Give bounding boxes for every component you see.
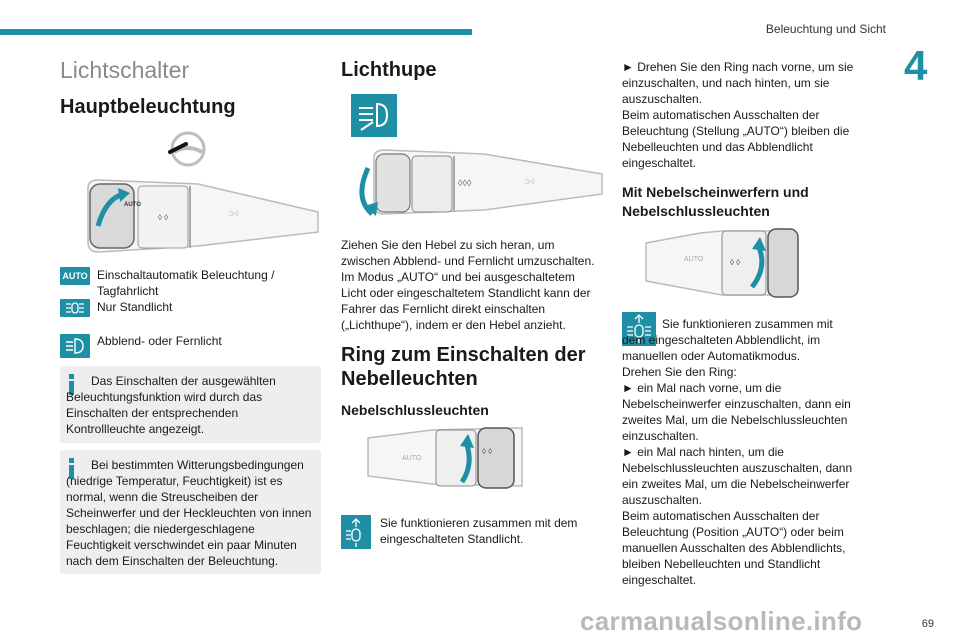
watermark: carmanualsonline.info (580, 606, 863, 636)
front-fog-text: Sie funktionieren zusammen mit dem eingeschalteten Abblendlicht, im manuellen oder Automatikmodus. Drehen Sie den Ring: ► ein Mal nach vorne, um die Nebelscheinwerfer einzuschalten, dann ein zweites Mal, um die Nebelschlussleuchten einzuschalten. ► ein Mal nach hinten, um die Nebelschlussleuchten auszuschalten, dann ein zweites Mal, um die Nebelscheinwerfer auszuschalten. Beim automatischen Ausschalten der Beleuchtung (Position „AUTO“) oder beim manuellen Ausschalten des Abblendlichts, bleiben Nebelleuchten und Standlicht eingeschaltet. (622, 317, 853, 587)
note-2-text: Bei bestimmten Witterungsbedingungen (niedrige Temperatur, Feuchtigkeit) ist es normal, wenn die Streuscheiben der Scheinwerfer und der Heckleuchten von innen beschlagen; die niedergeschlagene Feuchtigkeit verschwindet ein paar Minuten nach dem Einschalten der Beleuchtung. (66, 458, 312, 568)
steering-wheel-icon (166, 130, 210, 168)
heading-main-lighting: Hauptbeleuchtung (60, 96, 236, 118)
flash-text: Ziehen Sie den Hebel zu sich heran, um zwischen Abblend- und Fernlicht umzuschalten. Im Modus „AUTO“ und bei ausgeschaltetem Licht oder eingeschaltetem Standlicht kann der Fahrer das Fernlicht direkt einschalten („Lichthupe“), indem er den Hebel anzieht. (341, 238, 595, 332)
auto-icon: AUTO (60, 267, 90, 285)
heading-fog-ring: Ring zum Einschalten der Nebelleuchten (341, 344, 586, 390)
info-note-1 (60, 366, 321, 443)
info-note-2 (60, 450, 321, 574)
parking-light-icon (60, 299, 90, 317)
legend-headlight-label: Abblend- oder Fernlicht (97, 334, 222, 348)
svg-text:⊃◊: ⊃◊ (228, 209, 239, 218)
headlight-icon (60, 334, 90, 358)
light-stalk-illustration (78, 176, 322, 256)
svg-text:◊◊◊: ◊◊◊ (458, 178, 472, 188)
svg-text:◊ ◊: ◊ ◊ (730, 258, 741, 267)
note-1-text: Das Einschalten der ausgewählten Beleuchtungsfunktion wird durch das Einschalten der entsprechenden Kontrollleuchte angezeigt. (66, 374, 276, 436)
heading-headlight-flash: Lichthupe (341, 59, 437, 81)
legend-parking-label: Nur Standlicht (97, 300, 173, 314)
front-fog-stalk-illustration (640, 225, 870, 301)
page-number: 69 (921, 618, 934, 630)
stalk-auto-label: AUTO (124, 202, 141, 208)
rear-fog-text: Sie funktionieren zusammen mit dem eingeschalteten Standlicht. (380, 516, 578, 546)
high-beam-icon (351, 94, 397, 137)
rear-fog-icon (341, 515, 371, 549)
ring-text: ► Drehen Sie den Ring nach vorne, um sie einzuschalten, und nach hinten, um sie auszuschalten. Beim automatischen Ausschalten der Beleuchtung (Stellung „AUTO“) bleiben die Nebelleuchten und das Abblendlicht eingeschaltet. (622, 60, 854, 170)
svg-text:⊃◊: ⊃◊ (524, 177, 535, 186)
section-title: Lichtschalter (60, 57, 190, 83)
legend-auto-label: Einschaltautomatik Beleuchtung / Tagfahrlicht (97, 268, 275, 298)
flash-stalk-illustration (354, 148, 604, 218)
heading-front-fog: Mit Nebelscheinwerfern und Nebelschlussleuchten (622, 184, 809, 219)
svg-text:AUTO: AUTO (684, 256, 704, 263)
chapter-number: 4 (904, 42, 928, 89)
heading-rear-fog: Nebelschlussleuchten (341, 402, 489, 418)
header-accent-bar (0, 29, 472, 35)
svg-text:AUTO: AUTO (402, 455, 422, 462)
svg-text:◊ ◊: ◊ ◊ (482, 447, 493, 456)
header-title: Beleuchtung und Sicht (765, 22, 886, 36)
svg-text:◊ ◊: ◊ ◊ (158, 213, 169, 222)
rear-fog-stalk-illustration (362, 424, 592, 490)
